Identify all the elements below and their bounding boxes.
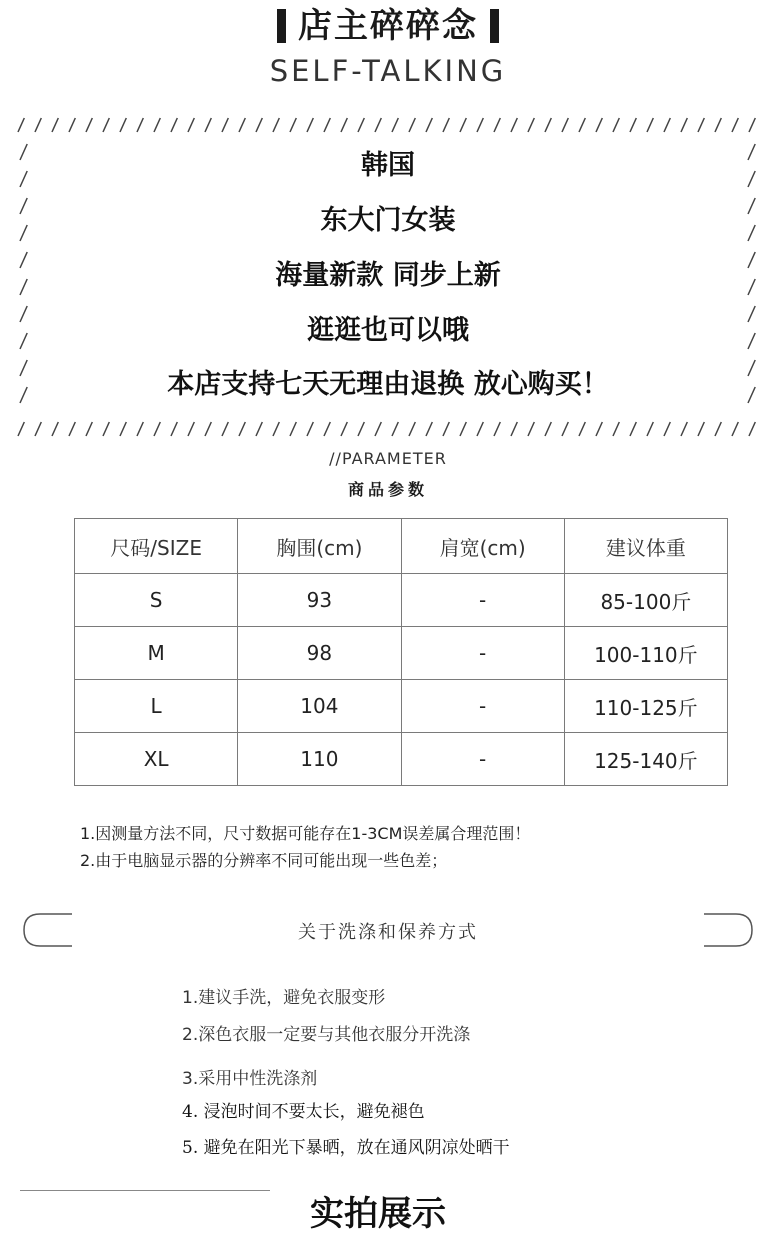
care-item-1: 1.建议手洗，避免衣服变形 xyxy=(182,988,386,1008)
table-header-row xyxy=(75,519,728,574)
bottom-divider xyxy=(20,1190,270,1191)
slogan-line-4: 逛逛也可以哦 xyxy=(307,315,469,346)
cell-size: L xyxy=(75,680,238,733)
cell-bust: 110 xyxy=(238,733,401,786)
parameter-label-en: //PARAMETER xyxy=(329,449,447,468)
cell-shoulder: - xyxy=(401,733,564,786)
note-2: 2.由于电脑显示器的分辨率不同可能出现一些色差； xyxy=(80,851,448,870)
cell-weight: 100-110斤 xyxy=(564,627,727,680)
cell-shoulder: - xyxy=(401,574,564,627)
cell-weight: 85-100斤 xyxy=(564,574,727,627)
care-item-3: 3.采用中性洗涤剂 xyxy=(182,1069,318,1089)
header-weight: 建议体重 xyxy=(564,519,727,574)
next-section-heading: 实拍展示 xyxy=(310,1194,446,1234)
cell-bust: 93 xyxy=(238,574,401,627)
care-item-2: 2.深色衣服一定要与其他衣服分开洗涤 xyxy=(182,1025,471,1045)
slogan-line-5: 本店支持七天无理由退换 放心购买！ xyxy=(167,369,609,400)
header-bust: 胸围(cm) xyxy=(238,519,401,574)
cell-shoulder: - xyxy=(401,627,564,680)
header-shoulder: 肩宽(cm) xyxy=(401,519,564,574)
header-size: 尺码/SIZE xyxy=(75,519,238,574)
cell-bust: 98 xyxy=(238,627,401,680)
table-row xyxy=(75,680,728,733)
care-title: 关于洗涤和保养方式 xyxy=(298,922,478,943)
title-text: 店主碎碎念 xyxy=(298,6,478,46)
slogan-line-3: 海量新款 同步上新 xyxy=(275,260,501,291)
cell-size: XL xyxy=(75,733,238,786)
cell-size: M xyxy=(75,627,238,680)
care-item-4: 4. 浸泡时间不要太长，避免褪色 xyxy=(182,1102,425,1122)
slogan-line-2: 东大门女装 xyxy=(320,205,456,236)
cell-shoulder: - xyxy=(401,680,564,733)
care-item-5: 5. 避免在阳光下暴晒，放在通风阴凉处晒干 xyxy=(182,1138,510,1158)
parameter-label-cn: 商品参数 xyxy=(347,480,428,499)
slogan-line-1: 韩国 xyxy=(361,150,415,181)
note-1: 1.因测量方法不同，尺寸数据可能存在1-3CM误差属合理范围！ xyxy=(80,824,531,843)
cell-size: S xyxy=(75,574,238,627)
cell-weight: 125-140斤 xyxy=(564,733,727,786)
subtitle: SELF-TALKING xyxy=(269,54,507,88)
cell-weight: 110-125斤 xyxy=(564,680,727,733)
cell-bust: 104 xyxy=(238,680,401,733)
table-row xyxy=(75,627,728,680)
title-bar-left xyxy=(277,9,286,43)
table-row xyxy=(75,574,728,627)
table-row xyxy=(75,733,728,786)
shop-notes-title xyxy=(0,4,776,48)
title-bar-right xyxy=(490,9,499,43)
size-table xyxy=(74,518,728,786)
